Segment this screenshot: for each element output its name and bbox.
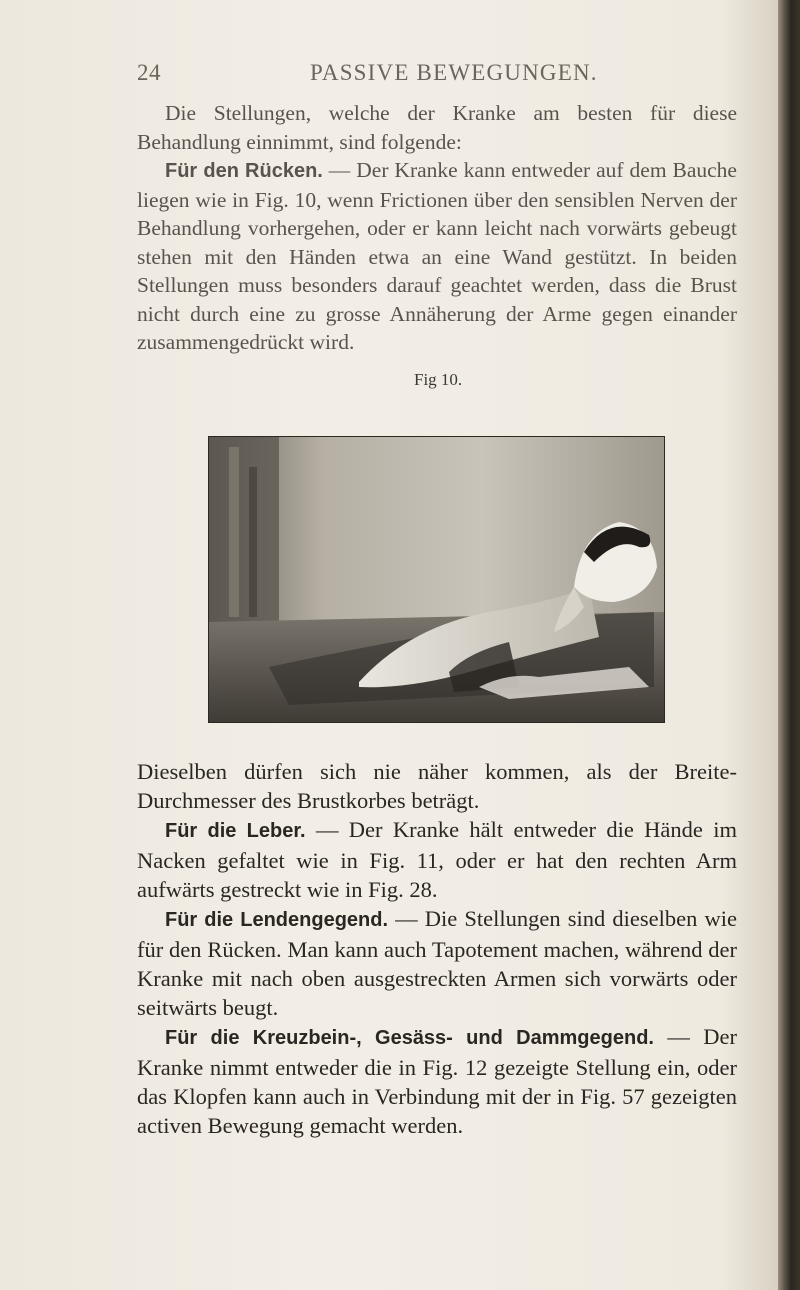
- lenden-paragraph: [137, 904, 737, 1022]
- continuation-paragraph: Dieselben dürfen sich nie näher kommen, als der Breite-Durchmesser des Brustkorbes beträgt.: [137, 759, 737, 813]
- figure-photo: [208, 436, 665, 723]
- page-binding-edge: [778, 0, 800, 1290]
- running-head: [137, 60, 737, 90]
- figure-caption: Fig 10.: [414, 370, 463, 389]
- photo-dark-drapery: [209, 437, 279, 627]
- lenden-body: — Die Stellungen sind dieselben wie für den Rücken. Man kann auch Tapotement machen, während der Kranke mit nach oben ausgestreckten Armen sich vorwärts oder seitwärts beugt.: [137, 906, 737, 1020]
- ruecken-heading: Für den Rücken.: [165, 160, 323, 182]
- leber-heading: Für die Leber.: [165, 820, 306, 842]
- intro-paragraph: Die Stellungen, welche der Kranke am besten für diese Behandlung einnimmt, sind folgende:: [137, 101, 737, 154]
- kreuz-paragraph: [137, 1022, 737, 1140]
- leber-body: — Der Kranke hält entweder die Hände im Nacken gefaltet wie in Fig. 11, oder er hat den rechten Arm aufwärts gestreckt wie in Fig. 28.: [137, 817, 737, 902]
- bottom-text-block: [137, 757, 737, 1140]
- photo-illustration: [209, 437, 664, 722]
- leber-paragraph: [137, 815, 737, 904]
- kreuz-heading: Für die Kreuzbein-, Gesäss- und Dammgegend.: [165, 1027, 654, 1049]
- running-title: PASSIVE BEWEGUNGEN.: [310, 60, 598, 85]
- top-text-block: [137, 99, 737, 357]
- page-number: 24: [137, 60, 161, 85]
- lenden-heading: Für die Lendengegend.: [165, 909, 389, 931]
- ruecken-body: — Der Kranke kann entweder auf dem Bauche liegen wie in Fig. 10, wenn Frictionen über den sensiblen Nerven der Behandlung vorhergehen, oder er kann leicht nach vorwärts gebeugt stehen mit den Händen etwa an eine Wand gestützt. In beiden Stellungen muss besonders darauf geachtet werden, dass die Brust nicht durch eine zu grosse Annäherung der Arme gegen einander zusammengedrückt wird.: [137, 158, 737, 354]
- kreuz-body: — Der Kranke nimmt entweder die in Fig. 12 gezeigte Stellung ein, oder das Klopfen kann auch in Verbindung mit der in Fig. 57 gezeigten activen Bewegung gemacht werden.: [137, 1024, 738, 1138]
- ruecken-paragraph: [137, 156, 737, 357]
